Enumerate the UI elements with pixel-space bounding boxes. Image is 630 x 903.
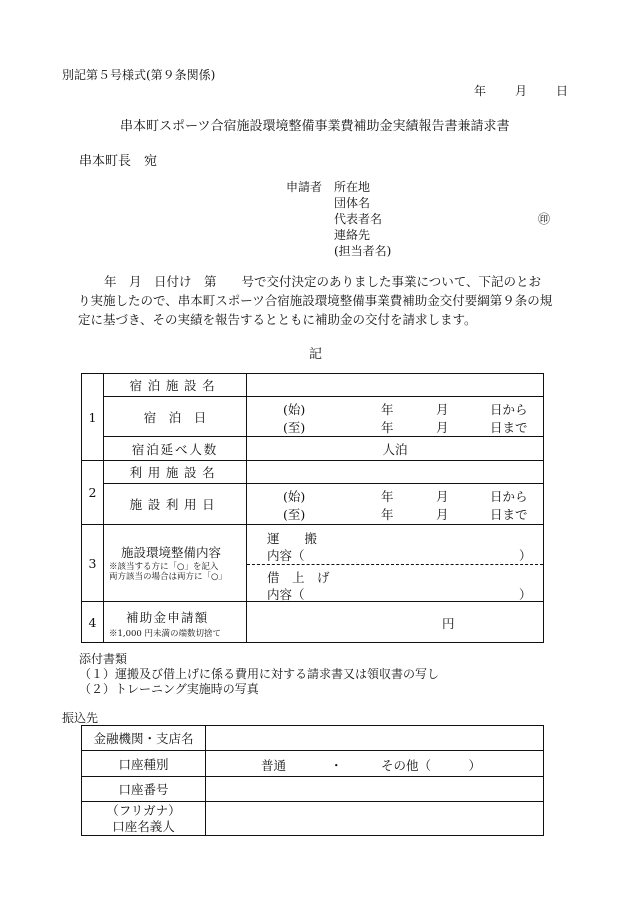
transport-content-open: 内容（ bbox=[267, 548, 305, 563]
lodging-facility-value[interactable] bbox=[247, 374, 544, 397]
body-paragraph bbox=[78, 272, 570, 329]
row-account-no bbox=[82, 777, 544, 802]
section-4-number: 4 bbox=[82, 602, 104, 643]
subsidy-amount-value[interactable]: 円 bbox=[247, 602, 544, 643]
account-type-label: 口座種別 bbox=[82, 751, 206, 777]
bank-title: 振込先 bbox=[62, 711, 99, 725]
row-improvement bbox=[82, 525, 544, 602]
lodging-count-label: 宿泊延べ人数 bbox=[104, 437, 247, 461]
bank-name-value[interactable] bbox=[206, 726, 544, 751]
body-line-2: り実施したので、串本町スポーツ合宿施設環境整備事業費補助金交付要綱第９条の規 bbox=[78, 293, 553, 308]
improvement-note-2: 両方該当の場合は両方に「○」 bbox=[109, 572, 227, 582]
field-representative: 代表者名 bbox=[334, 212, 383, 226]
rental-content-close: ） bbox=[519, 587, 532, 602]
account-no-value[interactable] bbox=[206, 777, 544, 802]
account-no-label: 口座番号 bbox=[82, 777, 206, 802]
body-line-1: 年 月 日付け 第 号で交付決定のありました事業について、下記のとお bbox=[104, 274, 542, 289]
applicant-label: 申請者 bbox=[286, 180, 323, 194]
field-contact: 連絡先 bbox=[334, 228, 371, 242]
ordinary-option[interactable]: 普通 bbox=[261, 758, 287, 773]
form-label: 別記第５号様式(第９条関係) bbox=[62, 68, 216, 82]
section-1-number: 1 bbox=[82, 374, 104, 461]
row-used-facility bbox=[82, 461, 544, 484]
used-facility-label: 利用施設名 bbox=[104, 461, 247, 484]
transport-content-close: ） bbox=[519, 548, 532, 563]
improvement-content-cell bbox=[247, 525, 544, 602]
usage-date-label: 施設利用日 bbox=[104, 484, 247, 525]
improvement-label: 施設環境整備内容 bbox=[121, 545, 222, 560]
attachments-title: 添付書類 bbox=[79, 652, 128, 666]
section-3-number: 3 bbox=[82, 525, 104, 602]
document-title: 串本町スポーツ合宿施設環境整備事業費補助金実績報告書兼請求書 bbox=[120, 119, 510, 134]
section-divider bbox=[247, 564, 543, 565]
row-subsidy-amount bbox=[82, 602, 544, 643]
rental-label: 借 上 げ bbox=[267, 570, 330, 585]
row-lodging-count bbox=[82, 437, 544, 461]
row-usage-date-start bbox=[82, 484, 544, 504]
body-line-3: 定に基づき、その実績を報告するとともに補助金の交付を請求します。 bbox=[78, 312, 477, 327]
subsidy-label: 補助金申請額 bbox=[126, 610, 209, 625]
row-bank-name bbox=[82, 726, 544, 751]
row-lodging-facility bbox=[82, 374, 544, 397]
subsidy-note: ※1,000 円未満の端数切捨て bbox=[109, 629, 222, 639]
other-option[interactable]: その他（ ） bbox=[381, 758, 482, 773]
bank-name-label: 金融機関・支店名 bbox=[82, 726, 206, 751]
lodging-facility-label: 宿泊施設名 bbox=[104, 374, 247, 397]
date-day: 日 bbox=[556, 84, 569, 98]
lodging-date-end[interactable]: (至) 年 月 日まで bbox=[247, 417, 544, 437]
field-org-name: 団体名 bbox=[334, 196, 371, 210]
attachment-item-1: （１）運搬及び借上げに係る費用に対する請求書又は領収書の写し bbox=[79, 667, 440, 681]
field-person-in-charge: (担当者名) bbox=[334, 244, 392, 258]
section-2-number: 2 bbox=[82, 461, 104, 525]
report-table bbox=[81, 373, 544, 643]
date-year: 年 bbox=[474, 84, 487, 98]
usage-date-end[interactable]: (至) 年 月 日まで bbox=[247, 504, 544, 525]
rental-content-open: 内容（ bbox=[267, 587, 305, 602]
lodging-count-value[interactable]: 人泊 bbox=[247, 437, 544, 461]
lodging-date-label: 宿 泊 日 bbox=[104, 397, 247, 437]
ki-heading: 記 bbox=[309, 347, 323, 362]
account-holder-label: （フリガナ） 口座名義人 bbox=[82, 802, 206, 836]
account-holder-value[interactable] bbox=[206, 802, 544, 836]
account-type-value[interactable]: 普通 ・ その他（ ） bbox=[206, 751, 544, 777]
seal-icon: ㊞ bbox=[538, 212, 551, 226]
subsidy-label-cell bbox=[104, 602, 247, 643]
row-account-type bbox=[82, 751, 544, 777]
used-facility-value[interactable] bbox=[247, 461, 544, 484]
row-lodging-date-start bbox=[82, 397, 544, 417]
lodging-date-start[interactable]: (始) 年 月 日から bbox=[247, 397, 544, 417]
date-month: 月 bbox=[515, 84, 528, 98]
usage-date-start[interactable]: (始) 年 月 日から bbox=[247, 484, 544, 504]
attachment-item-2: （２）トレーニング実施時の写真 bbox=[79, 682, 259, 696]
improvement-note-1: ※該当する方に「○」を記入 bbox=[109, 562, 219, 572]
field-address: 所在地 bbox=[334, 180, 371, 194]
transport-label: 運 搬 bbox=[267, 531, 318, 546]
addressee: 串本町長 宛 bbox=[79, 154, 158, 169]
improvement-label-cell bbox=[104, 525, 247, 602]
bank-table bbox=[81, 725, 544, 836]
row-account-holder bbox=[82, 802, 544, 836]
